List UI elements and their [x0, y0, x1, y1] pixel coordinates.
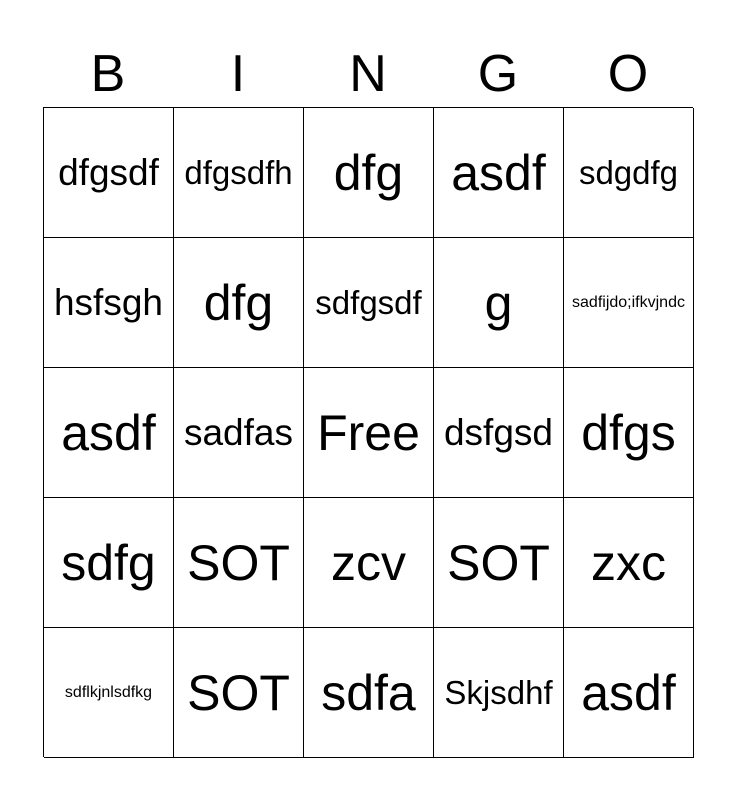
- free-space[interactable]: Free: [304, 368, 434, 498]
- header-letter-o: O: [607, 45, 649, 103]
- bingo-cell[interactable]: Skjsdhf: [434, 628, 564, 758]
- bingo-cell[interactable]: zcv: [304, 498, 434, 628]
- header-letter-i: I: [230, 45, 246, 103]
- bingo-cell[interactable]: dfgsdfh: [174, 108, 304, 238]
- bingo-cell[interactable]: sdfgsdf: [304, 238, 434, 368]
- header-letter-b: B: [90, 45, 126, 103]
- bingo-cell[interactable]: sdflkjnlsdfkg: [44, 628, 174, 758]
- bingo-cell[interactable]: dfgs: [564, 368, 694, 498]
- bingo-cell[interactable]: sdfg: [44, 498, 174, 628]
- header-letter-n: N: [349, 45, 387, 103]
- bingo-cell[interactable]: SOT: [174, 498, 304, 628]
- bingo-cell[interactable]: asdf: [44, 368, 174, 498]
- bingo-cell[interactable]: sdfa: [304, 628, 434, 758]
- bingo-cell[interactable]: hsfsgh: [44, 238, 174, 368]
- bingo-cell[interactable]: sdgdfg: [564, 108, 694, 238]
- bingo-cell[interactable]: sadfijdo;ifkvjndc: [564, 238, 694, 368]
- bingo-cell[interactable]: SOT: [174, 628, 304, 758]
- bingo-board: [43, 107, 693, 757]
- bingo-cell[interactable]: dsfgsd: [434, 368, 564, 498]
- bingo-cell[interactable]: zxc: [564, 498, 694, 628]
- bingo-cell[interactable]: asdf: [564, 628, 694, 758]
- bingo-cell[interactable]: sadfas: [174, 368, 304, 498]
- header-letter-g: G: [477, 45, 519, 103]
- bingo-cell[interactable]: SOT: [434, 498, 564, 628]
- bingo-cell[interactable]: dfg: [304, 108, 434, 238]
- bingo-header: [43, 40, 693, 108]
- bingo-cell[interactable]: asdf: [434, 108, 564, 238]
- bingo-cell[interactable]: dfg: [174, 238, 304, 368]
- bingo-cell[interactable]: dfgsdf: [44, 108, 174, 238]
- bingo-cell[interactable]: g: [434, 238, 564, 368]
